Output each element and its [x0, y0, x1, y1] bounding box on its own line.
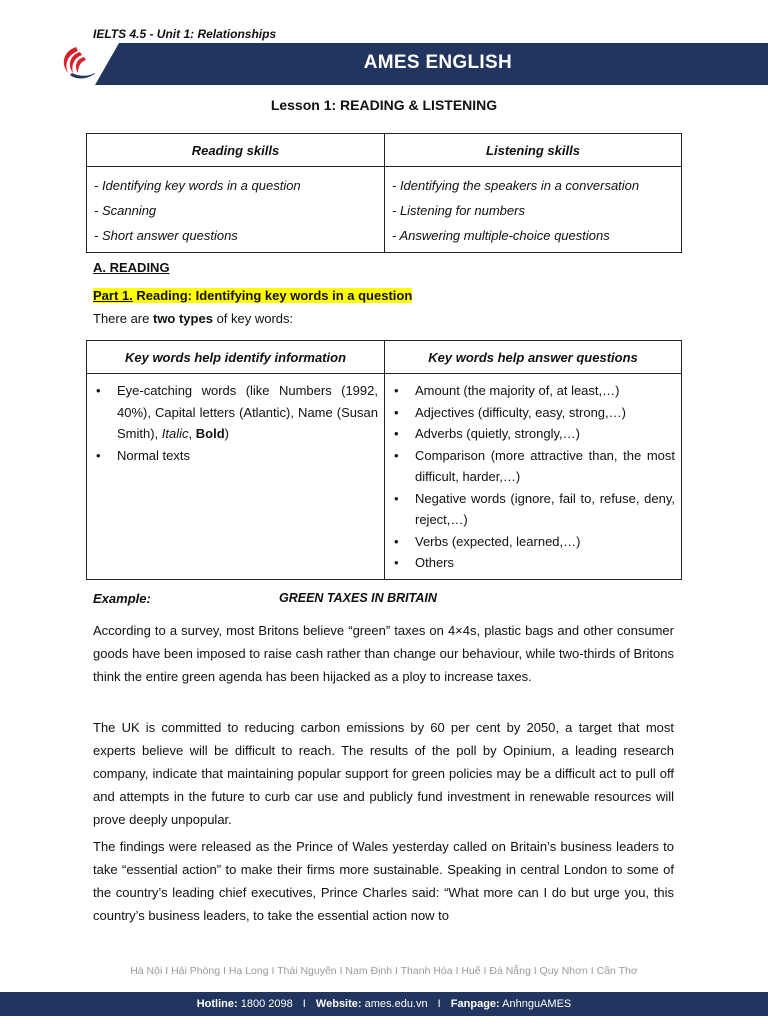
website-label: Website: [315, 998, 362, 1010]
intro-text: There are [93, 311, 153, 326]
reading-skill-item: - Scanning [94, 203, 157, 218]
lesson-title: Lesson 1: READING & LISTENING [270, 97, 498, 113]
list-item: • Amount (the majority of, at least,…) [391, 380, 675, 402]
fanpage-label: Fanpage: [450, 998, 500, 1010]
article-paragraph: The findings were released as the Prince of Wales yesterday called on Britain’s business leaders to take “essential action” to make their firms more sustainable. Speaking in central London to some of the country’s leading chief executives, Prince Charles said: “What more can I do but urge you, this country’s business leaders, to take the essential action now to [93, 839, 674, 923]
item-end: ) [224, 426, 229, 441]
list-item: • Normal texts [93, 445, 378, 467]
part-label: Part 1. [93, 288, 133, 303]
keywords-table [86, 340, 682, 580]
reading-skill-item: - Short answer questions [94, 228, 238, 243]
listening-skill-item: - Identifying the speakers in a conversation [392, 178, 640, 193]
branch-cities: Hà Nội I Hải Phòng I Hạ Long I Thái Nguyên I Nam Định I Thanh Hóa I Huế I Đà Nẵng I Quy Nhơn I Cần Thơ [130, 965, 638, 977]
website-link[interactable]: ames.edu.vn [364, 998, 428, 1010]
listening-skill-item: - Answering multiple-choice questions [392, 228, 610, 243]
skills-table [86, 133, 682, 253]
keywords-answer-header: Key words help answer questions [385, 341, 682, 374]
list-item: • Comparison (more attractive than, the most difficult, harder,…) [391, 445, 675, 488]
list-item: • Negative words (ignore, fail to, refuse, deny, reject,…) [391, 488, 675, 531]
footer-separator: I [437, 998, 441, 1010]
list-item: • Verbs (expected, learned,…) [391, 531, 675, 553]
part-title: Reading: Identifying key words in a question [132, 288, 413, 303]
fanpage-link[interactable]: AnhnguAMES [502, 998, 572, 1010]
article-paragraph: According to a survey, most Britons believe “green” taxes on 4×4s, plastic bags and other consumer goods have been imposed to raise cash rather than change our behaviour, while two-thirds of Britons think the entire green agenda has been hijacked as a ploy to increase taxes. [93, 623, 674, 684]
part-heading [93, 288, 412, 303]
listening-skills-header: Listening skills [385, 134, 682, 167]
list-item: • Others [391, 552, 675, 574]
footer-bar [0, 992, 768, 1016]
intro-line [93, 311, 293, 326]
hotline-number: 1800 2098 [240, 998, 293, 1010]
list-item: • Adverbs (quietly, strongly,…) [391, 423, 675, 445]
keywords-info-header: Key words help identify information [87, 341, 385, 374]
reading-skills-cell [87, 167, 385, 253]
example-label: Example: [93, 591, 151, 606]
list-item [93, 380, 378, 445]
hotline-label: Hotline: [196, 998, 238, 1010]
course-unit-label: IELTS 4.5 - Unit 1: Relationships [93, 27, 277, 41]
section-heading: A. READING [93, 260, 170, 275]
reading-skills-header: Reading skills [87, 134, 385, 167]
item-bold: Bold [195, 426, 225, 441]
listening-skill-item: - Listening for numbers [392, 203, 525, 218]
example-title: GREEN TAXES IN BRITAIN [279, 591, 437, 605]
reading-skill-item: - Identifying key words in a question [94, 178, 301, 193]
item-text: Eye-catching words (like Numbers (1992, 40%), Capital letters (Atlantic), Name (Susan Smith), [117, 383, 378, 441]
keywords-info-cell [87, 374, 385, 580]
brand-name: AMES ENGLISH [363, 52, 512, 73]
item-sep: , [188, 426, 196, 441]
keywords-answer-cell [385, 374, 682, 580]
list-item: • Adjectives (difficulty, easy, strong,…) [391, 402, 675, 424]
footer-separator: I [302, 998, 306, 1010]
listening-skills-cell [385, 167, 682, 253]
article-paragraph: The UK is committed to reducing carbon emissions by 60 per cent by 2050, a target that most experts believe will be difficult to reach. The results of the poll by Opinium, a leading research company, indicate that maintaining popular support for green policies may be a difficult act to pull off and attempts in the future to curb car use and publicly fund investment in renewable resources will prove deeply unpopular. [93, 720, 674, 827]
intro-bold: two types [152, 311, 213, 326]
intro-text-end: of key words: [212, 311, 294, 326]
item-italic: Italic [161, 426, 189, 441]
ames-logo-icon [56, 43, 100, 85]
